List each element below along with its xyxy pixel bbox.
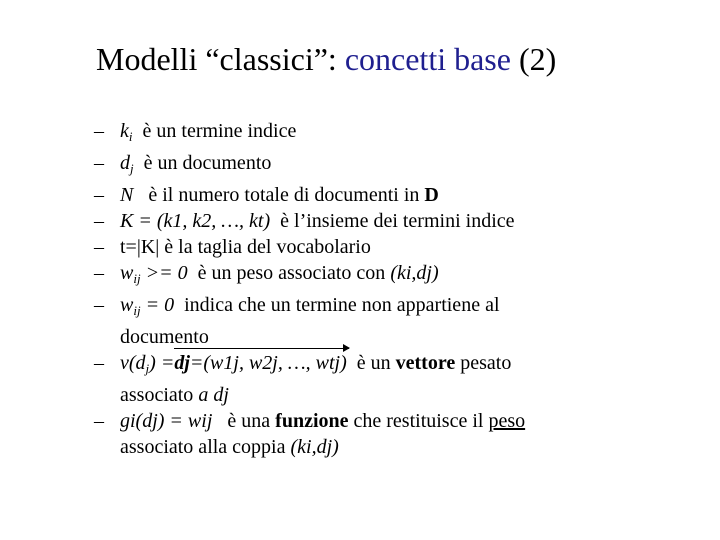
vector-arrow-group <box>174 350 346 376</box>
sub-ij: ij <box>133 303 141 318</box>
item-text: è l’insieme dei termini indice <box>280 210 515 232</box>
expr-gi: gi(dj) = wij <box>120 410 213 432</box>
expr-adj: a dj <box>198 384 229 406</box>
bullet-dash: – <box>94 210 104 232</box>
list-item-wij-weight <box>94 260 694 292</box>
title-suffix: (2) <box>510 41 557 77</box>
item-text: è un termine indice <box>142 120 297 142</box>
underline-peso: peso <box>488 410 526 432</box>
bullet-dash: – <box>94 262 104 284</box>
var-w: w <box>120 262 134 284</box>
bullet-dash: – <box>94 294 104 316</box>
list-item-wij-zero <box>94 292 694 350</box>
bullet-dash: – <box>94 236 104 258</box>
bullet-dash: – <box>94 352 104 374</box>
sub-ij: ij <box>133 271 141 286</box>
var-k: k <box>120 120 129 142</box>
vector-dj: dj <box>174 352 190 374</box>
item-text-cont: associato alla coppia <box>120 436 291 458</box>
sub-j: j <box>145 361 150 376</box>
expr2: (ki,dj) <box>390 262 439 284</box>
item-text: è un peso associato con <box>197 262 391 284</box>
item-text-b: pesato <box>455 352 512 374</box>
title-prefix: Modelli “classici”: <box>96 41 345 77</box>
item-text-cont: associato <box>120 384 199 406</box>
expr-v-rest: =(w1j, w2j, …, wtj) <box>189 352 347 374</box>
item-text: è un documento <box>143 152 272 174</box>
bullet-dash: – <box>94 152 104 174</box>
item-text-b: che restituisce il <box>348 410 489 432</box>
bullet-dash: – <box>94 410 104 432</box>
list-item-vector <box>94 350 694 408</box>
bold-funzione: funzione <box>275 410 349 432</box>
expr-kidj: (ki,dj) <box>290 436 339 458</box>
sub-i: i <box>128 129 133 144</box>
list-item-function <box>94 408 694 460</box>
expr-k: K = (k1, k2, …, kt) <box>120 210 271 232</box>
expr-v-mid: ) = <box>149 352 175 374</box>
list-item-ki <box>94 118 694 150</box>
list-item-t <box>94 234 694 260</box>
list-item-k <box>94 208 694 234</box>
item-text: è il numero totale di documenti in <box>148 184 425 206</box>
item-text: indica che un termine non appartiene al <box>184 294 500 316</box>
item-text: è un <box>356 352 396 374</box>
title-highlight: concetti base <box>344 41 511 77</box>
vector-arrow-icon <box>174 348 348 355</box>
list-item-n <box>94 182 694 208</box>
bullet-dash: – <box>94 120 104 142</box>
list-item-dj <box>94 150 694 182</box>
bullet-list <box>94 118 694 460</box>
slide-title <box>96 40 556 78</box>
item-text: t=|K| è la taglia del vocabolario <box>120 236 371 258</box>
var-n: N <box>120 184 134 206</box>
expr-v: v(d <box>120 352 146 374</box>
sub-j: j <box>130 161 134 176</box>
bullet-dash: – <box>94 184 104 206</box>
bold-vettore: vettore <box>395 352 456 374</box>
item-text: è una <box>227 410 276 432</box>
item-text-cont: documento <box>120 326 209 348</box>
var-d: d <box>120 152 130 174</box>
expr: = 0 <box>145 294 175 316</box>
bold-d: D <box>424 184 439 206</box>
expr: >= 0 <box>145 262 188 284</box>
var-w: w <box>120 294 134 316</box>
